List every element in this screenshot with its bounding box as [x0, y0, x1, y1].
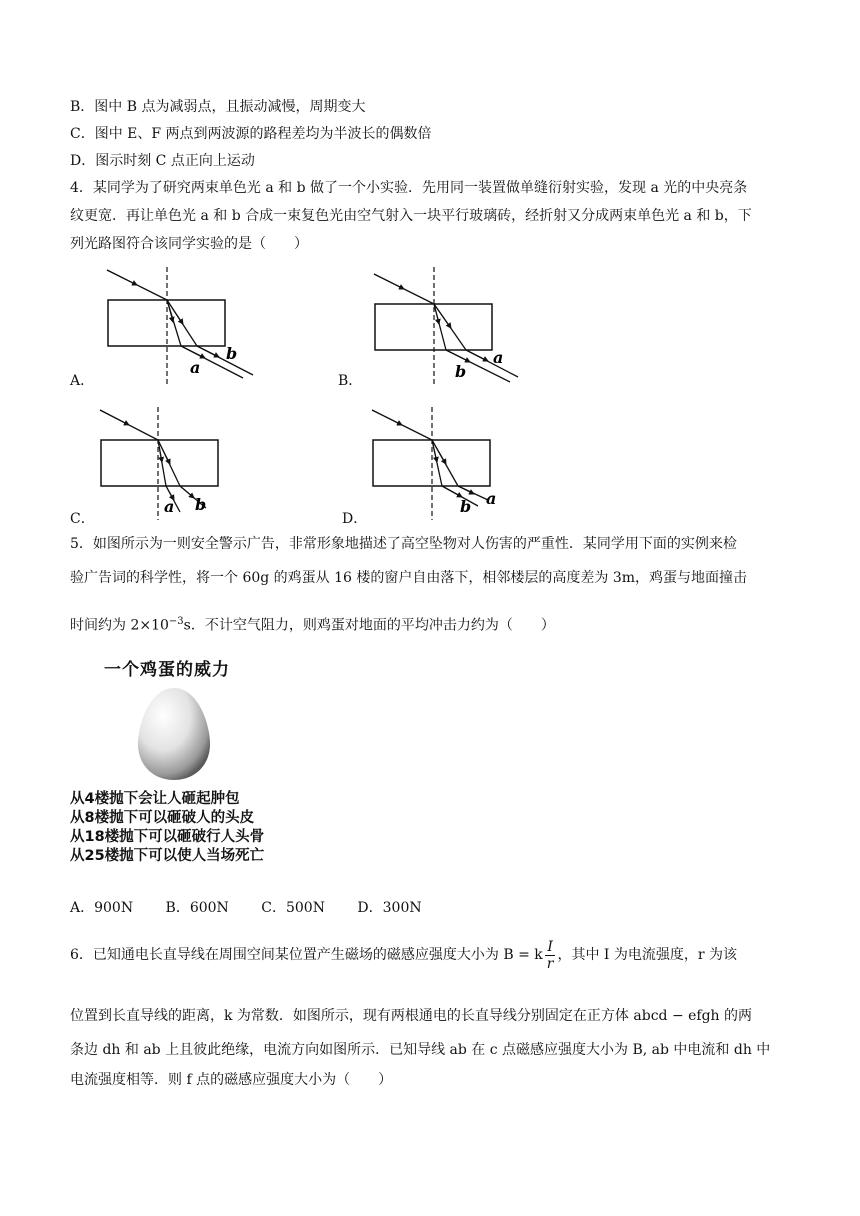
q5-stem-line2: 验广告词的科学性，将一个 60g 的鸡蛋从 16 楼的窗户自由落下，相邻楼层的高度差为 3m，鸡蛋与地面撞击: [70, 570, 748, 586]
ray-label-lower: a: [190, 358, 201, 377]
poster-line: 从8楼抛下可以砸破人的头皮: [70, 810, 255, 826]
option-a-label: A．: [70, 373, 95, 389]
q3-option-b: B．图中 B 点为减弱点，且振动减慢，周期变大: [70, 99, 366, 115]
q4-stem-line2: 纹更宽．再让单色光 a 和 b 合成一束复色光由空气射入一块平行玻璃砖，经折射又分成两束单色光 a 和 b，下: [70, 208, 752, 224]
choice-b: B．600N: [165, 900, 229, 916]
optics-figure-a: [95, 262, 270, 391]
ray-label-lower: b: [455, 362, 467, 381]
poster-line: 从18楼抛下可以砸破行人头骨: [70, 829, 265, 845]
choice-a: A．900N: [70, 900, 134, 916]
q5-line3-post: s．不计空气阻力，则鸡蛋对地面的平均冲击力约为（ ）: [183, 617, 555, 634]
q5-choices: [70, 897, 450, 917]
poster-line: 从4楼抛下会让人砸起肿包: [70, 791, 240, 807]
poster-line: 从25楼抛下可以使人当场死亡: [70, 848, 265, 864]
ray-label-lower: b: [460, 497, 472, 516]
option-b-label: B．: [338, 373, 363, 389]
q5-exponent: −3: [168, 616, 184, 627]
q3-option-d: D．图示时刻 C 点正向上运动: [70, 153, 255, 169]
poster-lines: [70, 790, 264, 866]
optics-figure-d: [360, 402, 535, 526]
optics-figure-b: [362, 262, 537, 391]
q6-line1-pre: 6．已知通电长直导线在周围空间某位置产生磁场的磁感应强度大小为 B = k: [70, 947, 543, 963]
q6-stem-line4: 电流强度相等．则 f 点的磁感应强度大小为（ ）: [70, 1072, 393, 1088]
q3-option-c: C．图中 E、F 两点到两波源的路程差均为半波长的偶数倍: [70, 126, 432, 142]
q4-stem-line1: 4．某同学为了研究两束单色光 a 和 b 做了一个小实验．先用同一装置做单缝衍射实验，发现 a 光的中央亮条: [70, 180, 748, 196]
option-d-label: D．: [342, 511, 368, 527]
choice-d: D．300N: [357, 900, 422, 916]
fraction-numerator: I: [545, 939, 556, 956]
ray-label-lower: a: [164, 497, 175, 516]
ray-label-upper: a: [493, 348, 504, 367]
option-c-label: C．: [70, 511, 95, 527]
q6-line1-post: ，其中 I 为电流强度，r 为该: [557, 947, 738, 963]
choice-c: C．500N: [261, 900, 325, 916]
q5-line3-pre: 时间约为 2×10: [70, 617, 169, 634]
ray-label-upper: b: [195, 495, 207, 514]
formula-fraction: [545, 939, 556, 972]
q5-stem-line1: 5．如图所示为一则安全警示广告，非常形象地描述了高空坠物对人伤害的严重性．某同学用下面的实例来检: [70, 536, 737, 552]
ray-label-upper: a: [486, 489, 497, 508]
ray-label-upper: b: [226, 344, 238, 363]
q6-stem-line3: 条边 dh 和 ab 上且彼此绝缘，电流方向如图所示．已知导线 ab 在 c 点磁感应强度大小为 B, ab 中电流和 dh 中: [70, 1042, 771, 1058]
q5-stem-line3: [70, 612, 555, 636]
q6-stem-line2: 位置到长直导线的距离，k 为常数．如图所示，现有两根通电的长直导线分别固定在正方体 abcd − efgh 的两: [70, 1008, 753, 1024]
optics-figure-c: [88, 402, 263, 526]
q4-stem-line3: 列光路图符合该同学实验的是（ ）: [70, 236, 308, 252]
egg-image: [134, 682, 214, 786]
q6-stem-line1: [70, 938, 737, 972]
poster-title: 一个鸡蛋的威力: [104, 660, 230, 680]
fraction-denominator: r: [546, 955, 554, 972]
